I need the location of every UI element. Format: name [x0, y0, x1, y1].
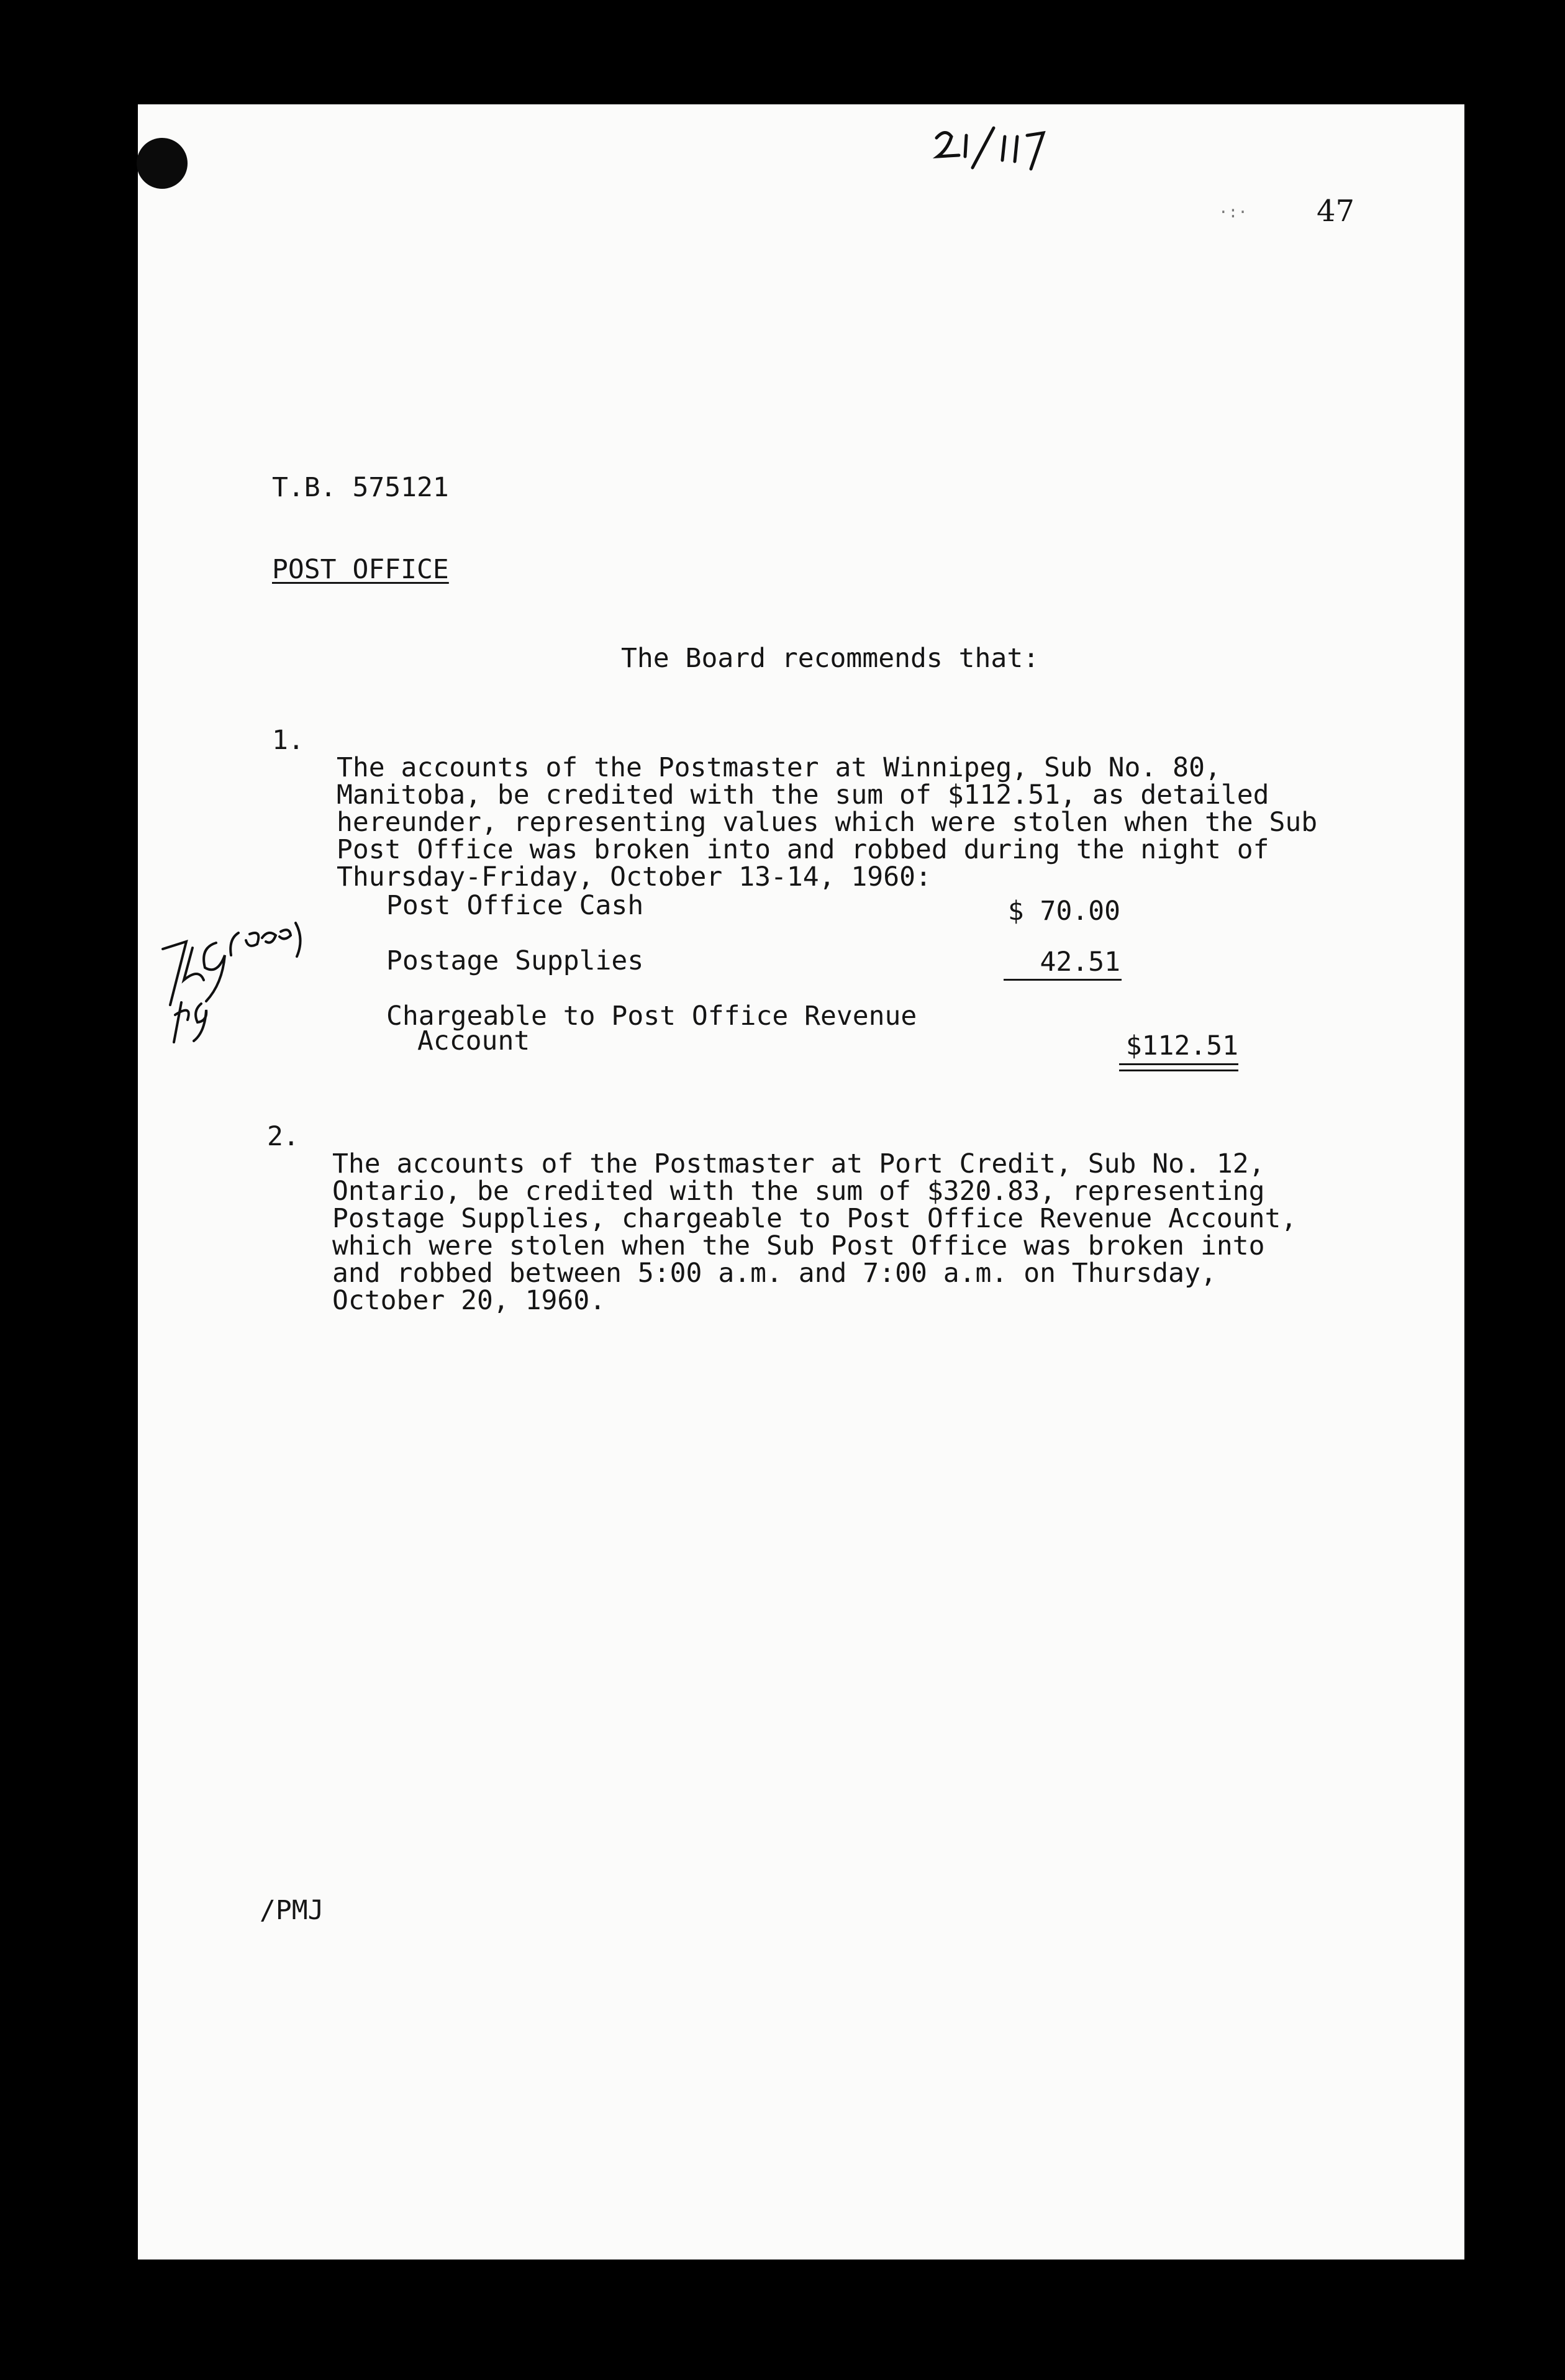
total-label-line-2: Account — [417, 1025, 530, 1056]
preamble: The Board recommends that: — [621, 643, 1040, 674]
punch-hole — [137, 138, 188, 189]
reference-number: T.B. 575121 — [272, 472, 449, 503]
item-1-line: Thursday-Friday, October 13-14, 1960: — [337, 861, 932, 892]
item-1-line: Post Office was broken into and robbed during the night of — [337, 834, 1269, 865]
item-1-line: The accounts of the Postmaster at Winnipeg, Sub No. 80, — [337, 752, 1221, 783]
department-heading: POST OFFICE — [272, 554, 449, 585]
faint-mark: ·:· — [1218, 203, 1248, 222]
handwritten-file-number — [932, 124, 1068, 180]
total-label-line-1: Chargeable to Post Office Revenue — [386, 1001, 917, 1032]
item-2-line: which were stolen when the Sub Post Office was broken into — [332, 1230, 1265, 1261]
item-2-line: The accounts of the Postmaster at Port Credit, Sub No. 12, — [332, 1148, 1265, 1179]
item-2-line: and robbed between 5:00 a.m. and 7:00 a.m. on Thursday, — [332, 1258, 1217, 1289]
typist-initials: /PMJ — [260, 1895, 324, 1926]
row-post-office-cash-label: Post Office Cash — [386, 890, 644, 921]
item-2-line: Postage Supplies, chargeable to Post Office Revenue Account, — [332, 1203, 1297, 1234]
item-2-number: 2. — [267, 1121, 299, 1152]
row-postage-supplies-amount: 42.51 — [1040, 947, 1120, 978]
item-2-line: October 20, 1960. — [332, 1285, 606, 1316]
row-post-office-cash-amount: $ 70.00 — [1007, 896, 1120, 927]
handwritten-margin-initials — [156, 911, 324, 1047]
item-1-line: Manitoba, be credited with the sum of $112.51, as detailed — [337, 779, 1269, 811]
item-2-line: Ontario, be credited with the sum of $320.83, representing — [332, 1176, 1265, 1207]
total-double-rule-2 — [1119, 1070, 1238, 1071]
item-2-text — [332, 1123, 1297, 1342]
total-double-rule-1 — [1119, 1063, 1238, 1065]
item-1-line: hereunder, representing values which were stolen when the Sub — [337, 807, 1318, 838]
item-1-number: 1. — [272, 725, 304, 756]
row-postage-supplies-label: Postage Supplies — [386, 945, 644, 976]
total-amount: $112.51 — [1125, 1030, 1238, 1061]
item-1-text — [337, 727, 1318, 921]
subtotal-rule — [1004, 979, 1122, 981]
page-number: 47 — [1317, 194, 1355, 229]
